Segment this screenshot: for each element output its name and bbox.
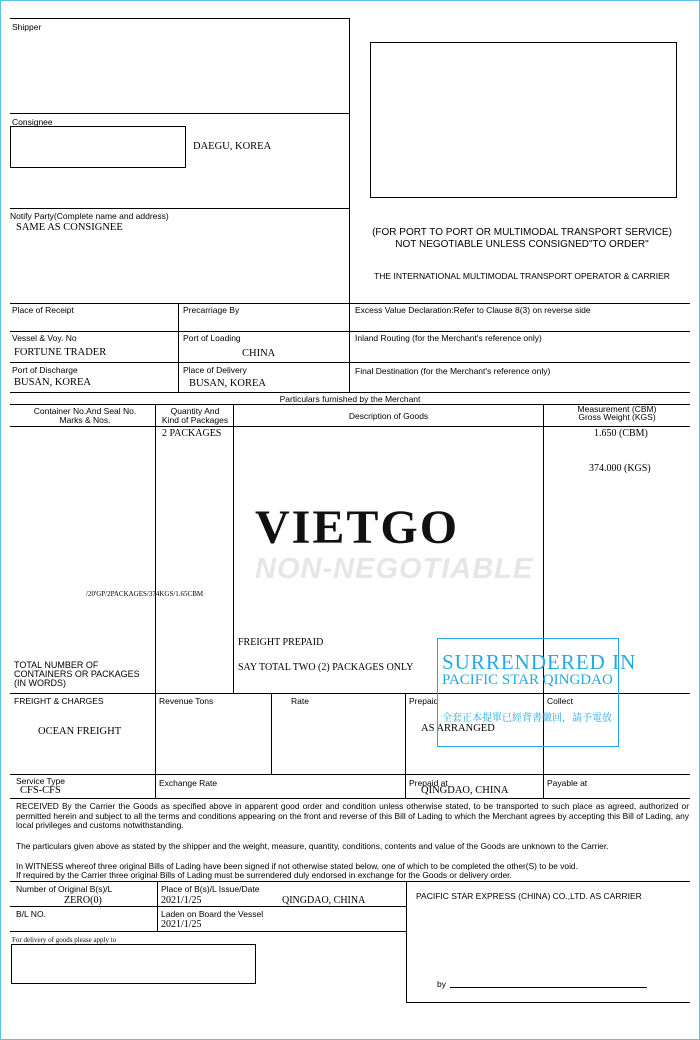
precarriage-label: Precarriage By [183, 305, 240, 315]
say-total: SAY TOTAL TWO (2) PACKAGES ONLY [238, 662, 414, 673]
prepaid-label: Prepaid [409, 696, 439, 706]
consignee-box [10, 126, 186, 168]
consignee-bottom [10, 208, 349, 209]
stamp-line-1: SURRENDERED IN [442, 650, 637, 674]
signature-line [450, 987, 647, 988]
notify-label: Notify Party(Complete name and address) [10, 211, 169, 221]
col-quantity-1: Quantity And [170, 406, 220, 416]
charges-col-1 [155, 693, 156, 798]
freight-prepaid: FREIGHT PREPAID [238, 637, 324, 648]
place-delivery-value: BUSAN, KOREA [189, 378, 267, 389]
charges-bottom [10, 774, 690, 775]
vessel-label: Vessel & Voy. No [12, 333, 77, 343]
service-type-label: Service Type [16, 776, 65, 786]
routing-row-1 [10, 331, 690, 332]
issue-date-value: 2021/1/25 [161, 895, 202, 906]
footer-top [10, 881, 690, 882]
consignee-label: Consignee [12, 117, 53, 127]
gross-weight-value: 374.000 (KGS) [589, 463, 651, 474]
footer-col-2 [406, 881, 407, 1002]
by-label: by [437, 979, 446, 989]
stamp-line-2: PACIFIC STAR QINGDAO [442, 672, 613, 688]
exchange-rate-label: Exchange Rate [159, 778, 218, 788]
excess-value-label: Excess Value Declaration:Refer to Clause 8(3) on reverse side [355, 305, 591, 315]
delivery-agent-box [11, 944, 256, 984]
non-negotiable-watermark: NON-NEGOTIABLE [255, 553, 534, 585]
routing-row-3 [10, 392, 690, 393]
rate-label: Rate [291, 696, 309, 706]
port-loading-value: CHINA [242, 348, 276, 359]
operator-line: THE INTERNATIONAL MULTIMODAL TRANSPORT OPERATOR & CARRIER [374, 271, 670, 281]
service-row-bottom [10, 798, 690, 799]
container-marks: /20'GP/2PACKAGES/374KGS/1.65CBM [86, 590, 204, 598]
revenue-tons-label: Revenue Tons [159, 696, 214, 706]
surrendered-stamp [437, 638, 637, 747]
logo-box [370, 42, 677, 198]
as-arranged-value: AS ARRANGED [421, 723, 495, 734]
inland-routing-label: Inland Routing (for the Merchant's reference only) [355, 333, 542, 343]
originals-label: Number of Original B(s)/L [16, 884, 113, 894]
particulars-col-2 [233, 404, 234, 693]
total-label-1: TOTAL NUMBER OF [14, 660, 99, 670]
particulars-col-1 [155, 404, 156, 693]
place-issue-label: Place of B(s)/L Issue/Date [161, 884, 260, 894]
place-delivery-label: Place of Delivery [183, 365, 247, 375]
col-description: Description of Goods [348, 411, 429, 421]
received-clause: RECEIVED By the Carrier the Goods as specified above in apparent good order and condition unless otherwise stated, to be transported to such place as agreed, authorized or permitted herein and subject to all the terms and conditions appearing on the front and reverse of this Bill of Lading to which the Merchant agrees by accepting this Bill of Lading, any local privileges and customs notwithstanding. [16, 801, 689, 831]
packages-value: 2 PACKAGES [162, 428, 222, 439]
routing-col-2 [349, 303, 350, 392]
col-measurement-1: Measurement (CBM) [577, 404, 657, 414]
shipper-label: Shipper [12, 22, 42, 32]
witness-line-1: In WITNESS whereof three original Bills of Lading have been signed if not otherwise stated below, one of which to be completed the other(S) to be void. [16, 861, 578, 871]
stamp-line-3: 全套正本提單已經背書繳回，請予電放 [442, 713, 612, 724]
charges-col-3 [405, 693, 406, 798]
charges-col-2 [271, 693, 272, 774]
carrier-line: PACIFIC STAR EXPRESS (CHINA) CO.,LTD. AS CARRIER [416, 891, 642, 901]
shipper-bottom [10, 113, 349, 114]
delivery-apply-label: For delivery of goods please apply to [12, 936, 117, 944]
col-container-1: Container No.And Seal No. [33, 406, 137, 416]
particulars-header-bottom [10, 426, 690, 427]
payable-at-label: Payable at [547, 778, 588, 788]
service-line-1: (FOR PORT TO PORT OR MULTIMODAL TRANSPORT SERVICE) [372, 227, 672, 238]
collect-label: Collect [547, 696, 573, 706]
freight-charges-label: FREIGHT & CHARGES [14, 696, 104, 706]
laden-date-value: 2021/1/25 [161, 919, 202, 930]
measurement-value: 1.650 (CBM) [594, 428, 648, 439]
port-loading-label: Port of Loading [183, 333, 241, 343]
vietgo-watermark: VIETGO [255, 501, 460, 554]
footer-col-1 [157, 881, 158, 931]
footer-row-2 [10, 931, 406, 932]
consignee-value: DAEGU, KOREA [193, 141, 272, 152]
witness-line-2: If required by the Carrier three original Bills of Lading must be surrendered duly endorsed in exchange for the Goods or delivery order. [16, 870, 512, 880]
laden-label: Laden on Board the Vessel [161, 909, 264, 919]
bl-no-label: B/L NO. [16, 909, 46, 919]
originals-value: ZERO(0) [64, 895, 102, 906]
header-divider [349, 18, 350, 303]
top-border [10, 18, 349, 19]
col-quantity-2: Kind of Packages [161, 415, 229, 425]
service-line-2: NOT NEGOTIABLE UNLESS CONSIGNED"TO ORDER" [395, 239, 649, 250]
col-measurement-2: Gross Weight (KGS) [578, 412, 656, 422]
notify-value: SAME AS CONSIGNEE [16, 222, 123, 233]
routing-col-1 [178, 303, 179, 392]
notify-bottom [10, 303, 690, 304]
place-of-receipt-label: Place of Receipt [12, 305, 74, 315]
issue-place-value: QINGDAO, CHINA [282, 895, 366, 906]
prepaid-at-label: Prepaid at [409, 778, 448, 788]
prepaid-at-value: QINGDAO, CHINA [421, 785, 509, 796]
final-destination-label: Final Destination (for the Merchant's reference only) [355, 366, 551, 376]
port-discharge-label: Port of Discharge [12, 365, 78, 375]
total-label-3: (IN WORDS) [14, 678, 66, 688]
port-discharge-value: BUSAN, KOREA [14, 377, 92, 388]
vessel-value: FORTUNE TRADER [14, 347, 107, 358]
service-type-value: CFS-CFS [20, 785, 61, 796]
footer-bottom [406, 1002, 690, 1003]
routing-row-2 [10, 362, 690, 363]
col-container-2: Marks & Nos. [59, 415, 111, 425]
ocean-freight-value: OCEAN FREIGHT [38, 726, 122, 737]
particulars-note: The particulars given above as stated by the shipper and the weight, measure, quantity, conditions, contents and value of the Goods are unknown to the Carrier. [16, 841, 609, 851]
particulars-heading: Particulars furnished by the Merchant [279, 394, 421, 404]
total-label-2: CONTAINERS OR PACKAGES [14, 669, 140, 679]
